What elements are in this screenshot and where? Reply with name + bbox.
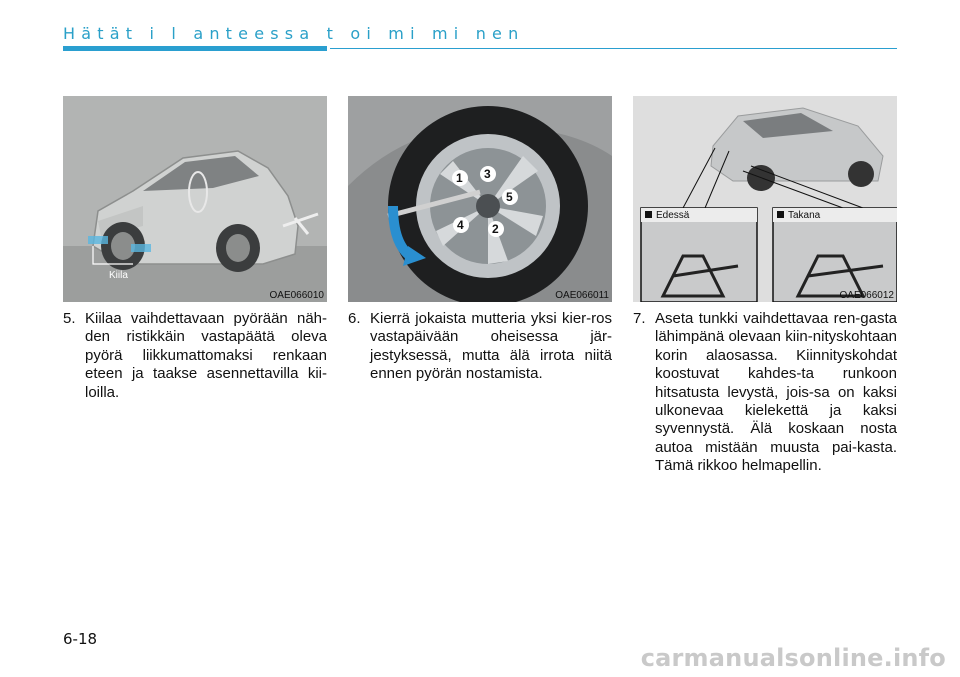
nut-number-1: 1: [456, 171, 463, 185]
step-number: 5.: [63, 310, 76, 327]
instruction-step: [63, 310, 327, 402]
jack-points-illustration: [633, 96, 897, 302]
nut-number-3: 3: [484, 167, 491, 181]
wheel-illustration: [348, 96, 612, 302]
figure-code: OAE066012: [839, 290, 894, 301]
figure-code: OAE066011: [555, 290, 609, 301]
watermark: carmanualsonline.info: [640, 644, 946, 672]
figure-lug-nut-order: [348, 96, 612, 302]
step-text: Kiilaa vaihdettavaan pyörään näh-den ristikkäin vastapäätä oleva pyörä liikkumattomaksi renkaan eteen ja taakse asennettavilla kii-loilla.: [85, 310, 327, 401]
car-chock-illustration: [63, 96, 327, 302]
step-text: Kierrä jokaista mutteria yksi kier-ros vastapäivään oheisessa jär-jestyksessä, mutta älä irrota niitä ennen pyörän nostamista.: [370, 310, 612, 383]
step-number: 6.: [348, 310, 361, 327]
nut-number-2: 2: [492, 222, 499, 236]
page-number: 6-18: [63, 630, 98, 648]
step-text: Aseta tunkki vaihdettavaa ren-gasta lähimpänä olevaan kiin-nityskohtaan korin alaosassa. Kiinnityskohdat koostuvat kahdes-ta runkoon hitsatusta levystä, jois-sa on kaksi ulkonevaa kielekettä ja kaksi syvennystä. Älä koskaan nosta autoa mistään muusta pai-kasta. Tämä rikkoo helmapellin.: [655, 310, 897, 475]
instruction-step: [348, 310, 612, 384]
rear-label: Takana: [788, 210, 821, 221]
step-number: 7.: [633, 310, 646, 327]
figure-wheel-chock: [63, 96, 327, 302]
section-title: Hätät i l anteessa t oi mi mi nen: [63, 24, 525, 43]
instruction-step: [633, 310, 897, 476]
front-label: Edessä: [656, 210, 690, 221]
header-rule-thick: [63, 46, 327, 51]
nut-number-5: 5: [506, 190, 513, 204]
chock-label: Kiila: [109, 270, 128, 281]
nut-number-4: 4: [457, 218, 464, 232]
figure-code: OAE066010: [269, 290, 324, 301]
header-rule-thin: [330, 48, 897, 49]
figure-jack-points: [633, 96, 897, 302]
